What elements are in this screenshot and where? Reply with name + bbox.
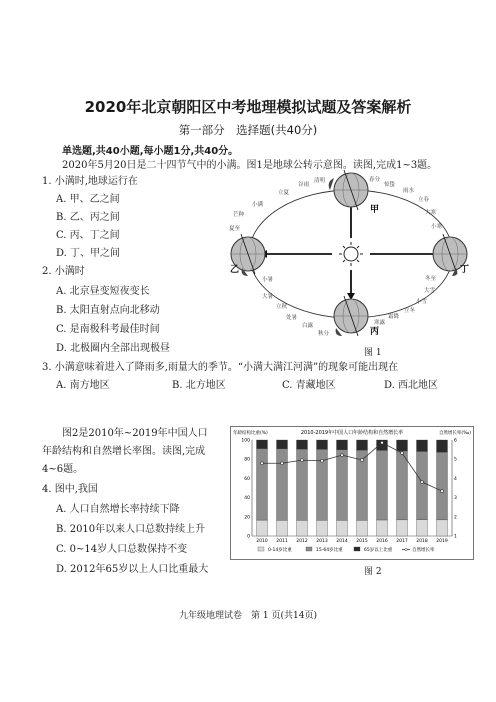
chart-ytick-right: 2 [454,515,457,521]
chart-xtick-label: 2018 [416,539,428,544]
term-dongzhi: 冬至 [425,276,437,282]
chart-growth-point [281,462,284,465]
chart-ytick-left: 0 [247,534,250,540]
earth-bing-globe [334,296,368,336]
term-guyu: 谷雨 [298,182,310,188]
chart-bar-segment [257,449,268,521]
question-2-option-a[interactable]: A. 北京昼变短夜变长 [56,286,150,297]
chart-bar-segment [337,520,348,536]
chart-ytick-left: 40 [244,496,250,502]
chart-growth-point [301,459,304,462]
question-1-option-d[interactable]: D. 丁、甲之间 [56,248,121,259]
chart-bar-segment [437,452,448,520]
page-footer: 九年级地理试卷 第 1 页(共14页) [179,611,317,621]
chart-ytick-left: 60 [244,476,250,482]
chart-bar-segment [417,440,428,451]
earth-label-bing: 丙 [370,327,380,337]
question-4-option-a[interactable]: A. 人口自然增长率持续下降 [56,504,180,515]
term-mangzhong: 芒种 [233,212,245,218]
chart-bar-segment [417,520,428,536]
question-1-stem: 1. 小满时,地球运行在 [42,176,138,187]
chart-bar-segment [417,451,428,519]
legend-swatch [354,547,360,551]
chart-growth-point [261,462,264,465]
chart-bar-segment [317,440,328,449]
sun-icon [339,242,363,266]
chart-bar-segment [377,520,388,536]
chart-growth-point [401,452,404,455]
term-chushu: 处暑 [286,315,298,321]
legend-swatch [306,547,312,551]
chart-bar-segment [277,440,288,449]
question-4-stem: 4. 图中,我国 [42,484,98,495]
chart-bar-segment [357,520,368,536]
legend-label: 自然增长率 [412,548,435,553]
chart-ytick-right: 5 [454,457,457,463]
chart-xtick-label: 2012 [296,539,308,544]
question-3-option-b[interactable]: B. 北方地区 [172,380,226,391]
question-3-stem: 3. 小满意味着进入了降雨多,雨量大的季节。“小满大满江河满”的现象可能出现在 [42,362,399,373]
chart-growth-point [381,441,384,444]
chart-bar-segment [377,450,388,520]
chart-bar-segment [337,440,348,450]
chart-xtick-label: 2017 [396,539,408,544]
chart-xtick-label: 2013 [316,539,328,544]
chart-growth-point [441,490,444,493]
chart-bar-segment [337,450,348,520]
chart-bar-segment [397,451,408,520]
chart-bar-segment [277,449,288,520]
chart-bar-segment [297,440,308,449]
legend-swatch [258,547,264,551]
chart-ylabel-right: 自然增长率(‰) [438,431,471,436]
page-title: 2020年北京朝阳区中考地理模拟试题及答案解析 [84,98,412,116]
earth-label-yi: 乙 [230,265,240,275]
chart-bar-segment [297,520,308,536]
chart-xtick-label: 2011 [276,539,288,544]
term-dashu: 大暑 [262,294,274,300]
question-3-option-c[interactable]: C. 青藏地区 [282,380,336,391]
chart-xtick-label: 2019 [436,539,448,544]
term-xiaohan: 小寒 [431,224,443,230]
section-subtitle: 第一部分 选择题(共40分) [178,123,318,137]
term-xiazhi: 夏至 [229,226,241,232]
legend-label: 65岁以上比重 [364,548,393,553]
chart-ytick-left: 20 [244,515,250,521]
question-1-option-b[interactable]: B. 乙、丙之间 [56,212,120,223]
question-4-option-b[interactable]: B. 2010年以来人口总数持续上升 [56,524,206,535]
term-shuangjiang: 霜降 [388,314,400,320]
chart-title: 2010-2019年中国人口年龄结构和自然增长率 [300,430,404,436]
chart-xtick-label: 2014 [336,539,348,544]
chart-bar-segment [257,520,268,536]
earth-label-ding: 丁 [460,265,470,275]
chart-growth-point [421,481,424,484]
term-liqiu: 立秋 [276,304,288,310]
term-xiaoxue: 小雪 [416,299,428,305]
question-2-option-c[interactable]: C. 是南极科考最佳时间 [56,324,160,335]
chart-bar-segment [437,440,448,452]
population-chart [230,426,474,560]
intro-figure2-line2: 年龄结构和自然增长率图。读图,完成 [42,446,206,457]
figure-2-caption: 图 2 [364,567,382,577]
chart-growth-point [361,459,364,462]
earth-orbit-diagram [226,168,470,350]
question-4-option-c[interactable]: C. 0~14岁人口总数保持不变 [56,544,188,555]
chart-growth-point [321,459,324,462]
chart-bar-segment [277,520,288,536]
chart-xtick-label: 2010 [256,539,268,544]
term-jingzhe: 惊蛰 [384,182,396,188]
chart-bar-segment [437,520,448,536]
chart-bar-segment [397,440,408,451]
chart-xtick-label: 2016 [376,539,388,544]
term-dahan: 大寒 [425,210,437,216]
term-yushui: 雨水 [403,188,415,194]
question-2-option-b[interactable]: B. 太阳直射点向北移动 [56,305,160,316]
chart-ytick-right: 4 [454,476,457,482]
legend-swatch-point [405,548,407,550]
earth-label-jia: 甲 [370,205,380,215]
chart-xtick-label: 2015 [356,539,368,544]
question-4-option-d[interactable]: D. 2012年65岁以上人口比重最大 [56,564,209,575]
chart-bar-segment [257,440,268,449]
term-xiaoman: 小满 [252,202,264,208]
term-qingming: 清明 [314,178,326,184]
question-3-option-a[interactable]: A. 南方地区 [56,380,110,391]
chart-ytick-right: 1 [454,534,457,540]
term-lidong: 立冬 [404,308,416,314]
term-chunfen: 春分 [369,177,381,183]
term-lixia: 立夏 [278,190,290,196]
legend-label: 15-64岁比重 [316,548,343,553]
term-bailu: 白露 [302,323,314,329]
term-qiufen: 秋分 [318,331,330,337]
legend-label: 0-14岁比重 [268,548,292,553]
chart-bar-segment [357,440,368,450]
question-1-option-c[interactable]: C. 丙、丁之间 [56,230,120,241]
question-3-option-d[interactable]: D. 西北地区 [384,380,439,391]
chart-ytick-right: 3 [454,496,457,502]
chart-ylabel-left: 年龄结构比重(%) [233,431,268,436]
term-lichun: 立春 [418,197,430,203]
chart-ytick-left: 80 [244,457,250,463]
figure-1-caption: 图 1 [364,348,382,358]
chart-ytick-left: 100 [241,438,250,444]
question-2-stem: 2. 小满时 [42,266,85,277]
question-1-option-a[interactable]: A. 甲、乙之间 [56,194,120,205]
term-daxue: 大雪 [424,288,436,294]
term-hanlu: 寒露 [374,320,386,326]
chart-bar-segment [397,520,408,536]
chart-growth-point [341,454,344,457]
instructions: 单选题,共40小题,每小题1分,共40分。 [62,146,239,157]
chart-ytick-right: 6 [454,438,457,444]
term-xiaoshu: 小暑 [262,277,274,283]
intro-figure2-line1: 图2是2010年~2019年中国人口 [62,428,208,439]
intro-figure1: 2020年5月20日是二十四节气中的小满。图1是地球公转示意图。读图,完成1~3题。 [62,160,438,171]
question-2-option-d[interactable]: D. 北极圈内全部出现极昼 [56,343,171,354]
chart-bar-segment [317,520,328,536]
earth-jia-globe [329,170,368,210]
intro-figure2-line3: 4~6题。 [42,464,84,475]
